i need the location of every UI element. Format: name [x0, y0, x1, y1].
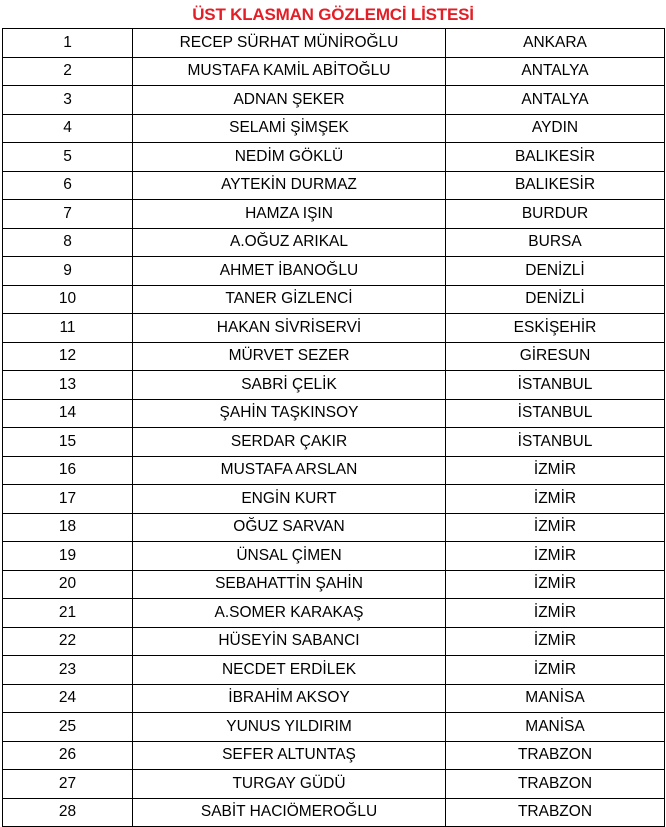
table-row: [3, 171, 665, 200]
observer-name: ENGİN KURT: [133, 485, 446, 514]
observer-city: İZMİR: [446, 513, 665, 542]
row-number: 10: [3, 285, 133, 314]
row-number: 8: [3, 228, 133, 257]
observer-city: İZMİR: [446, 570, 665, 599]
observer-name: SEBAHATTİN ŞAHİN: [133, 570, 446, 599]
page-title: ÜST KLASMAN GÖZLEMCİ LİSTESİ: [192, 5, 474, 24]
row-number: 14: [3, 399, 133, 428]
observer-city: GİRESUN: [446, 342, 665, 371]
table-row: [3, 684, 665, 713]
row-number: 28: [3, 798, 133, 827]
row-number: 26: [3, 741, 133, 770]
observer-name: İBRAHİM AKSOY: [133, 684, 446, 713]
table-row: [3, 798, 665, 827]
observer-city: DENİZLİ: [446, 257, 665, 286]
observer-name: NEDİM GÖKLÜ: [133, 143, 446, 172]
table-row: [3, 228, 665, 257]
observer-name: HAMZA IŞIN: [133, 200, 446, 229]
table-row: [3, 200, 665, 229]
table-row: [3, 399, 665, 428]
row-number: 1: [3, 29, 133, 58]
row-number: 13: [3, 371, 133, 400]
observer-name: HAKAN SİVRİSERVİ: [133, 314, 446, 343]
table-row: [3, 371, 665, 400]
observer-city: BALIKESİR: [446, 171, 665, 200]
observer-name: OĞUZ SARVAN: [133, 513, 446, 542]
observer-name: SABİT HACIÖMEROĞLU: [133, 798, 446, 827]
observer-city: İSTANBUL: [446, 371, 665, 400]
observer-name: ÜNSAL ÇİMEN: [133, 542, 446, 571]
table-row: [3, 713, 665, 742]
observer-name: AYTEKİN DURMAZ: [133, 171, 446, 200]
row-number: 21: [3, 599, 133, 628]
observer-table-body: [3, 29, 665, 827]
observer-name: SABRİ ÇELİK: [133, 371, 446, 400]
observer-name: TURGAY GÜDÜ: [133, 770, 446, 799]
row-number: 3: [3, 86, 133, 115]
observer-city: İZMİR: [446, 627, 665, 656]
observer-table: [2, 28, 665, 827]
observer-city: TRABZON: [446, 741, 665, 770]
observer-name: NECDET ERDİLEK: [133, 656, 446, 685]
row-number: 18: [3, 513, 133, 542]
observer-name: MUSTAFA KAMİL ABİTOĞLU: [133, 57, 446, 86]
table-row: [3, 57, 665, 86]
observer-name: A.OĞUZ ARIKAL: [133, 228, 446, 257]
table-row: [3, 542, 665, 571]
observer-city: İZMİR: [446, 542, 665, 571]
row-number: 20: [3, 570, 133, 599]
observer-city: İZMİR: [446, 599, 665, 628]
row-number: 24: [3, 684, 133, 713]
observer-city: MANİSA: [446, 713, 665, 742]
observer-city: İZMİR: [446, 485, 665, 514]
observer-city: BALIKESİR: [446, 143, 665, 172]
row-number: 11: [3, 314, 133, 343]
observer-city: BURSA: [446, 228, 665, 257]
observer-name: TANER GİZLENCİ: [133, 285, 446, 314]
table-row: [3, 285, 665, 314]
observer-city: ANTALYA: [446, 86, 665, 115]
row-number: 5: [3, 143, 133, 172]
observer-name: SERDAR ÇAKIR: [133, 428, 446, 457]
observer-name: HÜSEYİN SABANCI: [133, 627, 446, 656]
row-number: 27: [3, 770, 133, 799]
observer-city: ANKARA: [446, 29, 665, 58]
table-row: [3, 770, 665, 799]
row-number: 6: [3, 171, 133, 200]
row-number: 19: [3, 542, 133, 571]
row-number: 17: [3, 485, 133, 514]
row-number: 22: [3, 627, 133, 656]
observer-city: İSTANBUL: [446, 428, 665, 457]
row-number: 7: [3, 200, 133, 229]
table-row: [3, 656, 665, 685]
row-number: 15: [3, 428, 133, 457]
table-row: [3, 741, 665, 770]
table-row: [3, 627, 665, 656]
table-row: [3, 29, 665, 58]
table-row: [3, 114, 665, 143]
observer-city: MANİSA: [446, 684, 665, 713]
table-row: [3, 342, 665, 371]
observer-name: SELAMİ ŞİMŞEK: [133, 114, 446, 143]
observer-city: İZMİR: [446, 456, 665, 485]
observer-city: ANTALYA: [446, 57, 665, 86]
row-number: 9: [3, 257, 133, 286]
table-row: [3, 570, 665, 599]
table-row: [3, 485, 665, 514]
observer-name: RECEP SÜRHAT MÜNİROĞLU: [133, 29, 446, 58]
table-row: [3, 143, 665, 172]
observer-city: ESKİŞEHİR: [446, 314, 665, 343]
row-number: 2: [3, 57, 133, 86]
table-row: [3, 86, 665, 115]
observer-city: DENİZLİ: [446, 285, 665, 314]
observer-name: SEFER ALTUNTAŞ: [133, 741, 446, 770]
row-number: 12: [3, 342, 133, 371]
row-number: 25: [3, 713, 133, 742]
row-number: 4: [3, 114, 133, 143]
observer-city: TRABZON: [446, 770, 665, 799]
observer-name: ADNAN ŞEKER: [133, 86, 446, 115]
observer-name: AHMET İBANOĞLU: [133, 257, 446, 286]
table-row: [3, 428, 665, 457]
observer-name: YUNUS YILDIRIM: [133, 713, 446, 742]
table-row: [3, 513, 665, 542]
observer-city: AYDIN: [446, 114, 665, 143]
observer-city: BURDUR: [446, 200, 665, 229]
row-number: 23: [3, 656, 133, 685]
observer-name: A.SOMER KARAKAŞ: [133, 599, 446, 628]
table-row: [3, 599, 665, 628]
observer-city: İZMİR: [446, 656, 665, 685]
table-row: [3, 257, 665, 286]
row-number: 16: [3, 456, 133, 485]
observer-city: İSTANBUL: [446, 399, 665, 428]
observer-name: MUSTAFA ARSLAN: [133, 456, 446, 485]
table-row: [3, 456, 665, 485]
observer-city: TRABZON: [446, 798, 665, 827]
table-row: [3, 314, 665, 343]
observer-name: ŞAHİN TAŞKINSOY: [133, 399, 446, 428]
observer-name: MÜRVET SEZER: [133, 342, 446, 371]
